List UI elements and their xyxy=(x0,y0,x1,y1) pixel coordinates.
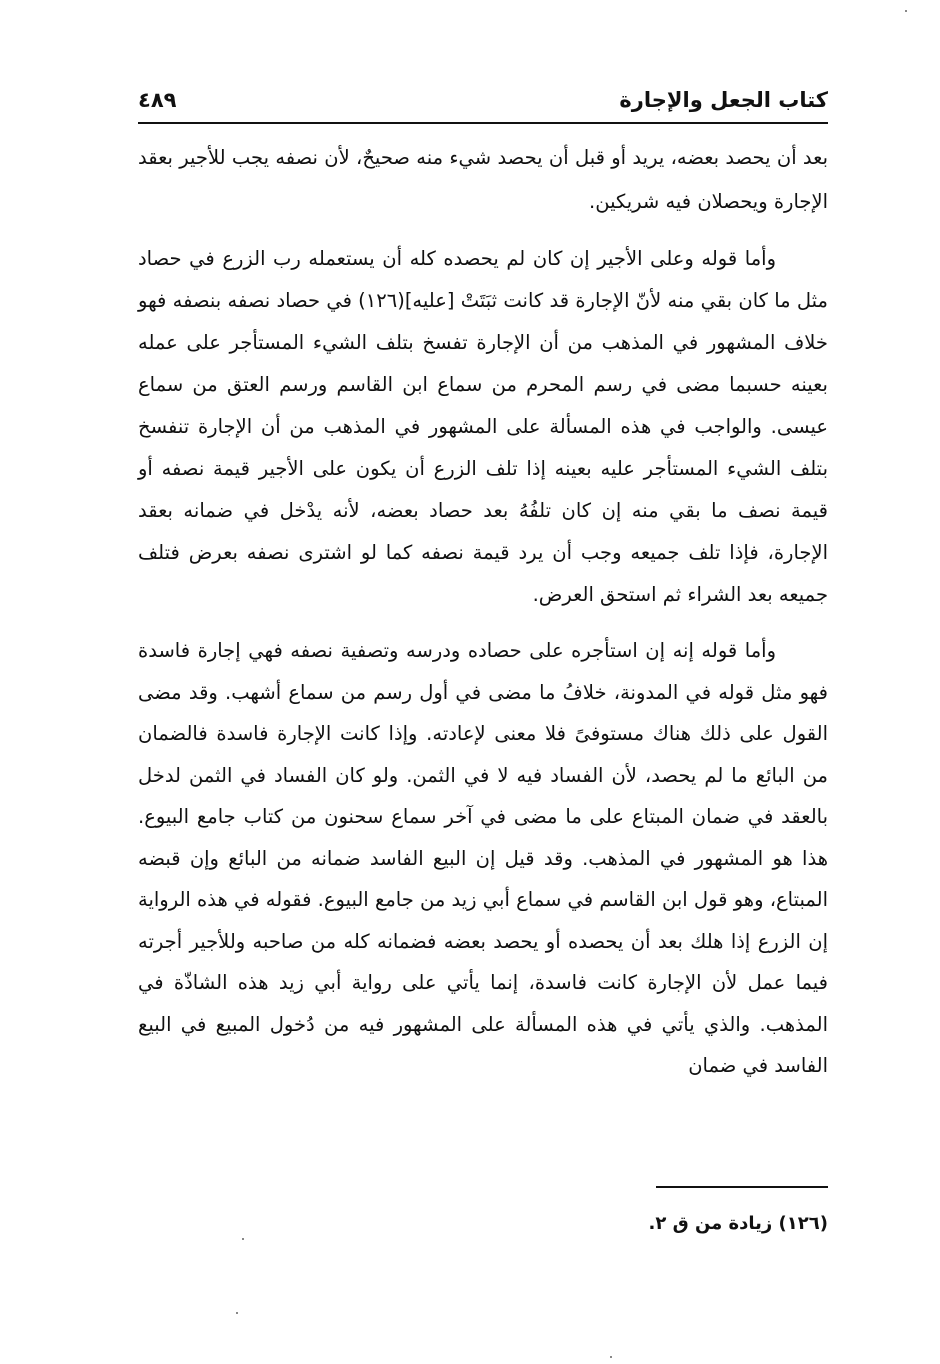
footnote: (١٢٦) زيادة من ق ٢. xyxy=(648,1213,828,1234)
main-text xyxy=(138,136,828,1087)
scan-speck xyxy=(905,10,907,12)
paragraph-1: بعد أن يحصد بعضه، يريد أو قبل أن يحصد شيء منه صحيحٌ، لأن نصفه يجب للأجير بعقد الإجارة ويحصلان فيه شريكين. xyxy=(138,146,828,213)
scan-speck xyxy=(610,1356,612,1358)
footnote-divider xyxy=(656,1186,828,1188)
page-number: ٤٨٩ xyxy=(138,88,177,112)
scan-speck xyxy=(236,1312,238,1314)
paragraph-2: وأما قوله وعلى الأجير إن كان لم يحصده كله أن يستعمله رب الزرع في حصاد مثل ما كان بقي منه لأنّ الإجارة قد كانت ثبَتَتْ [عليه](١٢٦) في حصاد نصفه بنصفه فهو خلاف المشهور في المذهب من أن الإجارة تفسخ بتلف الشيء المستأجر على عمله بعينه حسبما مضى في رسم المحرم من سماع ابن القاسم ورسم العتق من سماع عيسى. والواجب في هذه المسألة على المشهور في المذهب من أن الإجارة تنفسخ بتلف الشيء المستأجر عليه بعينه إذا تلف الزرع أن يكون على الأجير قيمة نصفه أو قيمة نصف ما بقي منه إن كان تلفُهُ بعد حصاد بعضه، لأنه يدْخل في ضمانه بعقد الإجارة، فإذا تلف جميعه وجب أن يرد قيمة نصفه كما لو اشترى نصفه بعرض فتلف جميعه بعد الشراء ثم استحق العرض. xyxy=(138,247,828,606)
running-header xyxy=(138,84,828,120)
paragraph-3: وأما قوله إنه إن استأجره على حصاده ودرسه وتصفية نصفه فهي إجارة فاسدة فهو مثل قوله في المدونة، خلافُ ما مضى في أول رسم من سماع أشهب. وقد مضى القول على ذلك هناك مستوفىً فلا معنى لإعادته. وإذا كانت الإجارة فاسدة فالضمان من البائع ما لم يحصد، لأن الفساد فيه لا في الثمن. ولو كان الفساد في الثمن لدخل بالعقد في ضمان المبتاع على ما مضى في آخر سماع سحنون من كتاب جامع البيوع. هذا هو المشهور في المذهب. وقد قيل إن البيع الفاسد ضمانه من البائع وإن قبضه المبتاع، وهو قول ابن القاسم في سماع أبي زيد من جامع البيوع. فقوله في هذه الرواية إن الزرع إذا هلك بعد أن يحصده أو يحصد بعضه فضمانه كله من صاحبه وللأجير أجرته فيما عمل لأن الإجارة كانت فاسدة، إنما يأتي على رواية أبي زيد هذه الشاذّة في المذهب. والذي يأتي في هذه المسألة على المشهور فيه من دُخول المبيع في البيع الفاسد في ضمان xyxy=(138,639,828,1077)
scan-speck xyxy=(242,1238,244,1240)
header-divider xyxy=(138,122,828,124)
header-title: كتاب الجعل والإجارة xyxy=(619,88,828,112)
